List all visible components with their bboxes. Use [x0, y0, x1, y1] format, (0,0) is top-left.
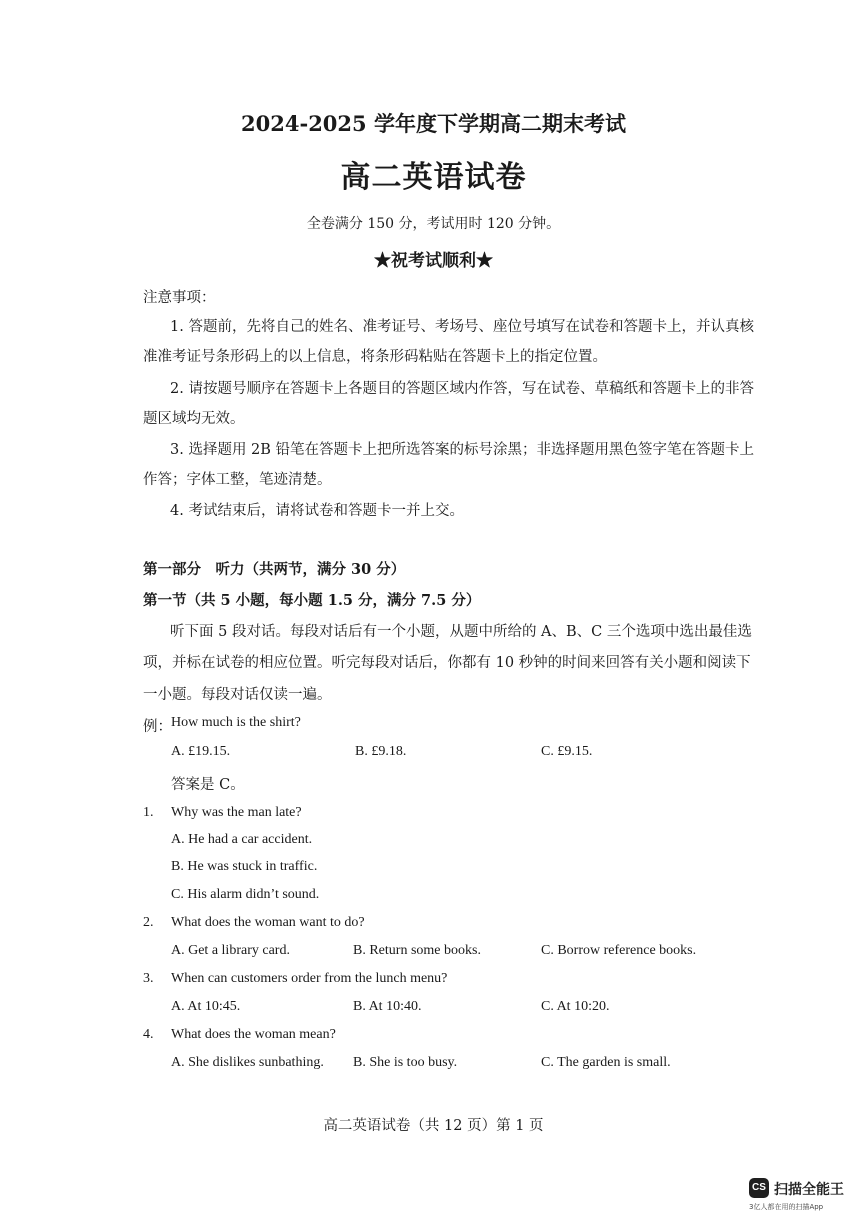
question-4-number: 4. — [143, 1027, 154, 1042]
note-item-1-line-1: 1. 答题前，先将自己的姓名、准考证号、考场号、座位号填写在试卷和答题卡上，并认真核 — [170, 319, 754, 335]
question-4-option-b: B. She is too busy. — [353, 1055, 458, 1070]
example-option-a: A. £19.15. — [171, 744, 231, 759]
note-item-2-line-1: 2. 请按题号顺序在答题卡上各题目的答题区域内作答，写在试卷、草稿纸和答题卡上的非答 — [170, 381, 754, 397]
example-option-b: B. £9.18. — [355, 744, 407, 759]
instruction-line-3: 一小题。每段对话仅读一遍。 — [143, 687, 332, 703]
question-2-option-c: C. Borrow reference books. — [541, 943, 697, 958]
instruction-line-2: 项，并标在试卷的相应位置。听完每段对话后，你都有 10 秒钟的时间来回答有关小题和阅读下 — [143, 655, 751, 671]
question-3-option-c: C. At 10:20. — [541, 999, 610, 1014]
subject-title: 高二英语试卷 — [340, 160, 527, 195]
good-luck-banner: ★祝考试顺利★ — [374, 251, 493, 271]
note-item-3-line-1: 3. 选择题用 2B 铅笔在答题卡上把所选答案的标号涂黑；非选择题用黑色签字笔在答题卡上 — [170, 442, 755, 458]
question-3-number: 3. — [143, 971, 154, 986]
notes-heading: 注意事项： — [143, 290, 216, 306]
question-3-text: When can customers order from the lunch menu? — [171, 971, 448, 986]
question-1-option-c: C. His alarm didn’t sound. — [171, 887, 320, 902]
question-3-option-b: B. At 10:40. — [353, 999, 422, 1014]
note-item-3-line-2: 作答；字体工整，笔迹清楚。 — [143, 472, 332, 488]
question-2-text: What does the woman want to do? — [171, 915, 365, 930]
section1-heading: 第一节（共 5 小题，每小题 1.5 分，满分 7.5 分） — [143, 592, 481, 609]
watermark-app-name: 扫描全能王 — [774, 1182, 844, 1198]
note-item-2-line-2: 题区域均无效。 — [143, 411, 245, 427]
example-question: How much is the shirt? — [171, 715, 301, 730]
exam-title: 2024-2025 学年度下学期高二期末考试 — [241, 111, 626, 136]
question-1-text: Why was the man late? — [171, 805, 302, 820]
example-label: 例： — [143, 719, 172, 735]
instruction-line-1: 听下面 5 段对话。每段对话后有一个小题，从题中所给的 A、B、C 三个选项中选出最佳选 — [170, 624, 752, 640]
question-2-option-b: B. Return some books. — [353, 943, 481, 958]
question-4-option-c: C. The garden is small. — [541, 1055, 671, 1070]
question-3-option-a: A. At 10:45. — [171, 999, 241, 1014]
camscanner-logo-icon: CS — [749, 1178, 769, 1198]
exam-info: 全卷满分 150 分，考试用时 120 分钟。 — [306, 216, 561, 232]
note-item-4: 4. 考试结束后，请将试卷和答题卡一并上交。 — [170, 503, 464, 519]
question-2-option-a: A. Get a library card. — [171, 943, 290, 958]
question-1-number: 1. — [143, 805, 154, 820]
question-2-number: 2. — [143, 915, 154, 930]
part1-heading: 第一部分 听力（共两节，满分 30 分） — [143, 561, 406, 578]
question-1-option-b: B. He was stuck in traffic. — [171, 859, 318, 874]
question-4-option-a: A. She dislikes sunbathing. — [171, 1055, 324, 1070]
question-1-option-a: A. He had a car accident. — [171, 832, 313, 847]
example-answer: 答案是 C。 — [171, 777, 245, 793]
example-option-c: C. £9.15. — [541, 744, 593, 759]
question-4-text: What does the woman mean? — [171, 1027, 336, 1042]
watermark-tagline: 3亿人都在用的扫描App — [749, 1203, 824, 1211]
note-item-1-line-2: 准准考证号条形码上的以上信息，将条形码粘贴在答题卡上的指定位置。 — [143, 349, 607, 365]
page-footer: 高二英语试卷（共 12 页）第 1 页 — [323, 1118, 544, 1134]
